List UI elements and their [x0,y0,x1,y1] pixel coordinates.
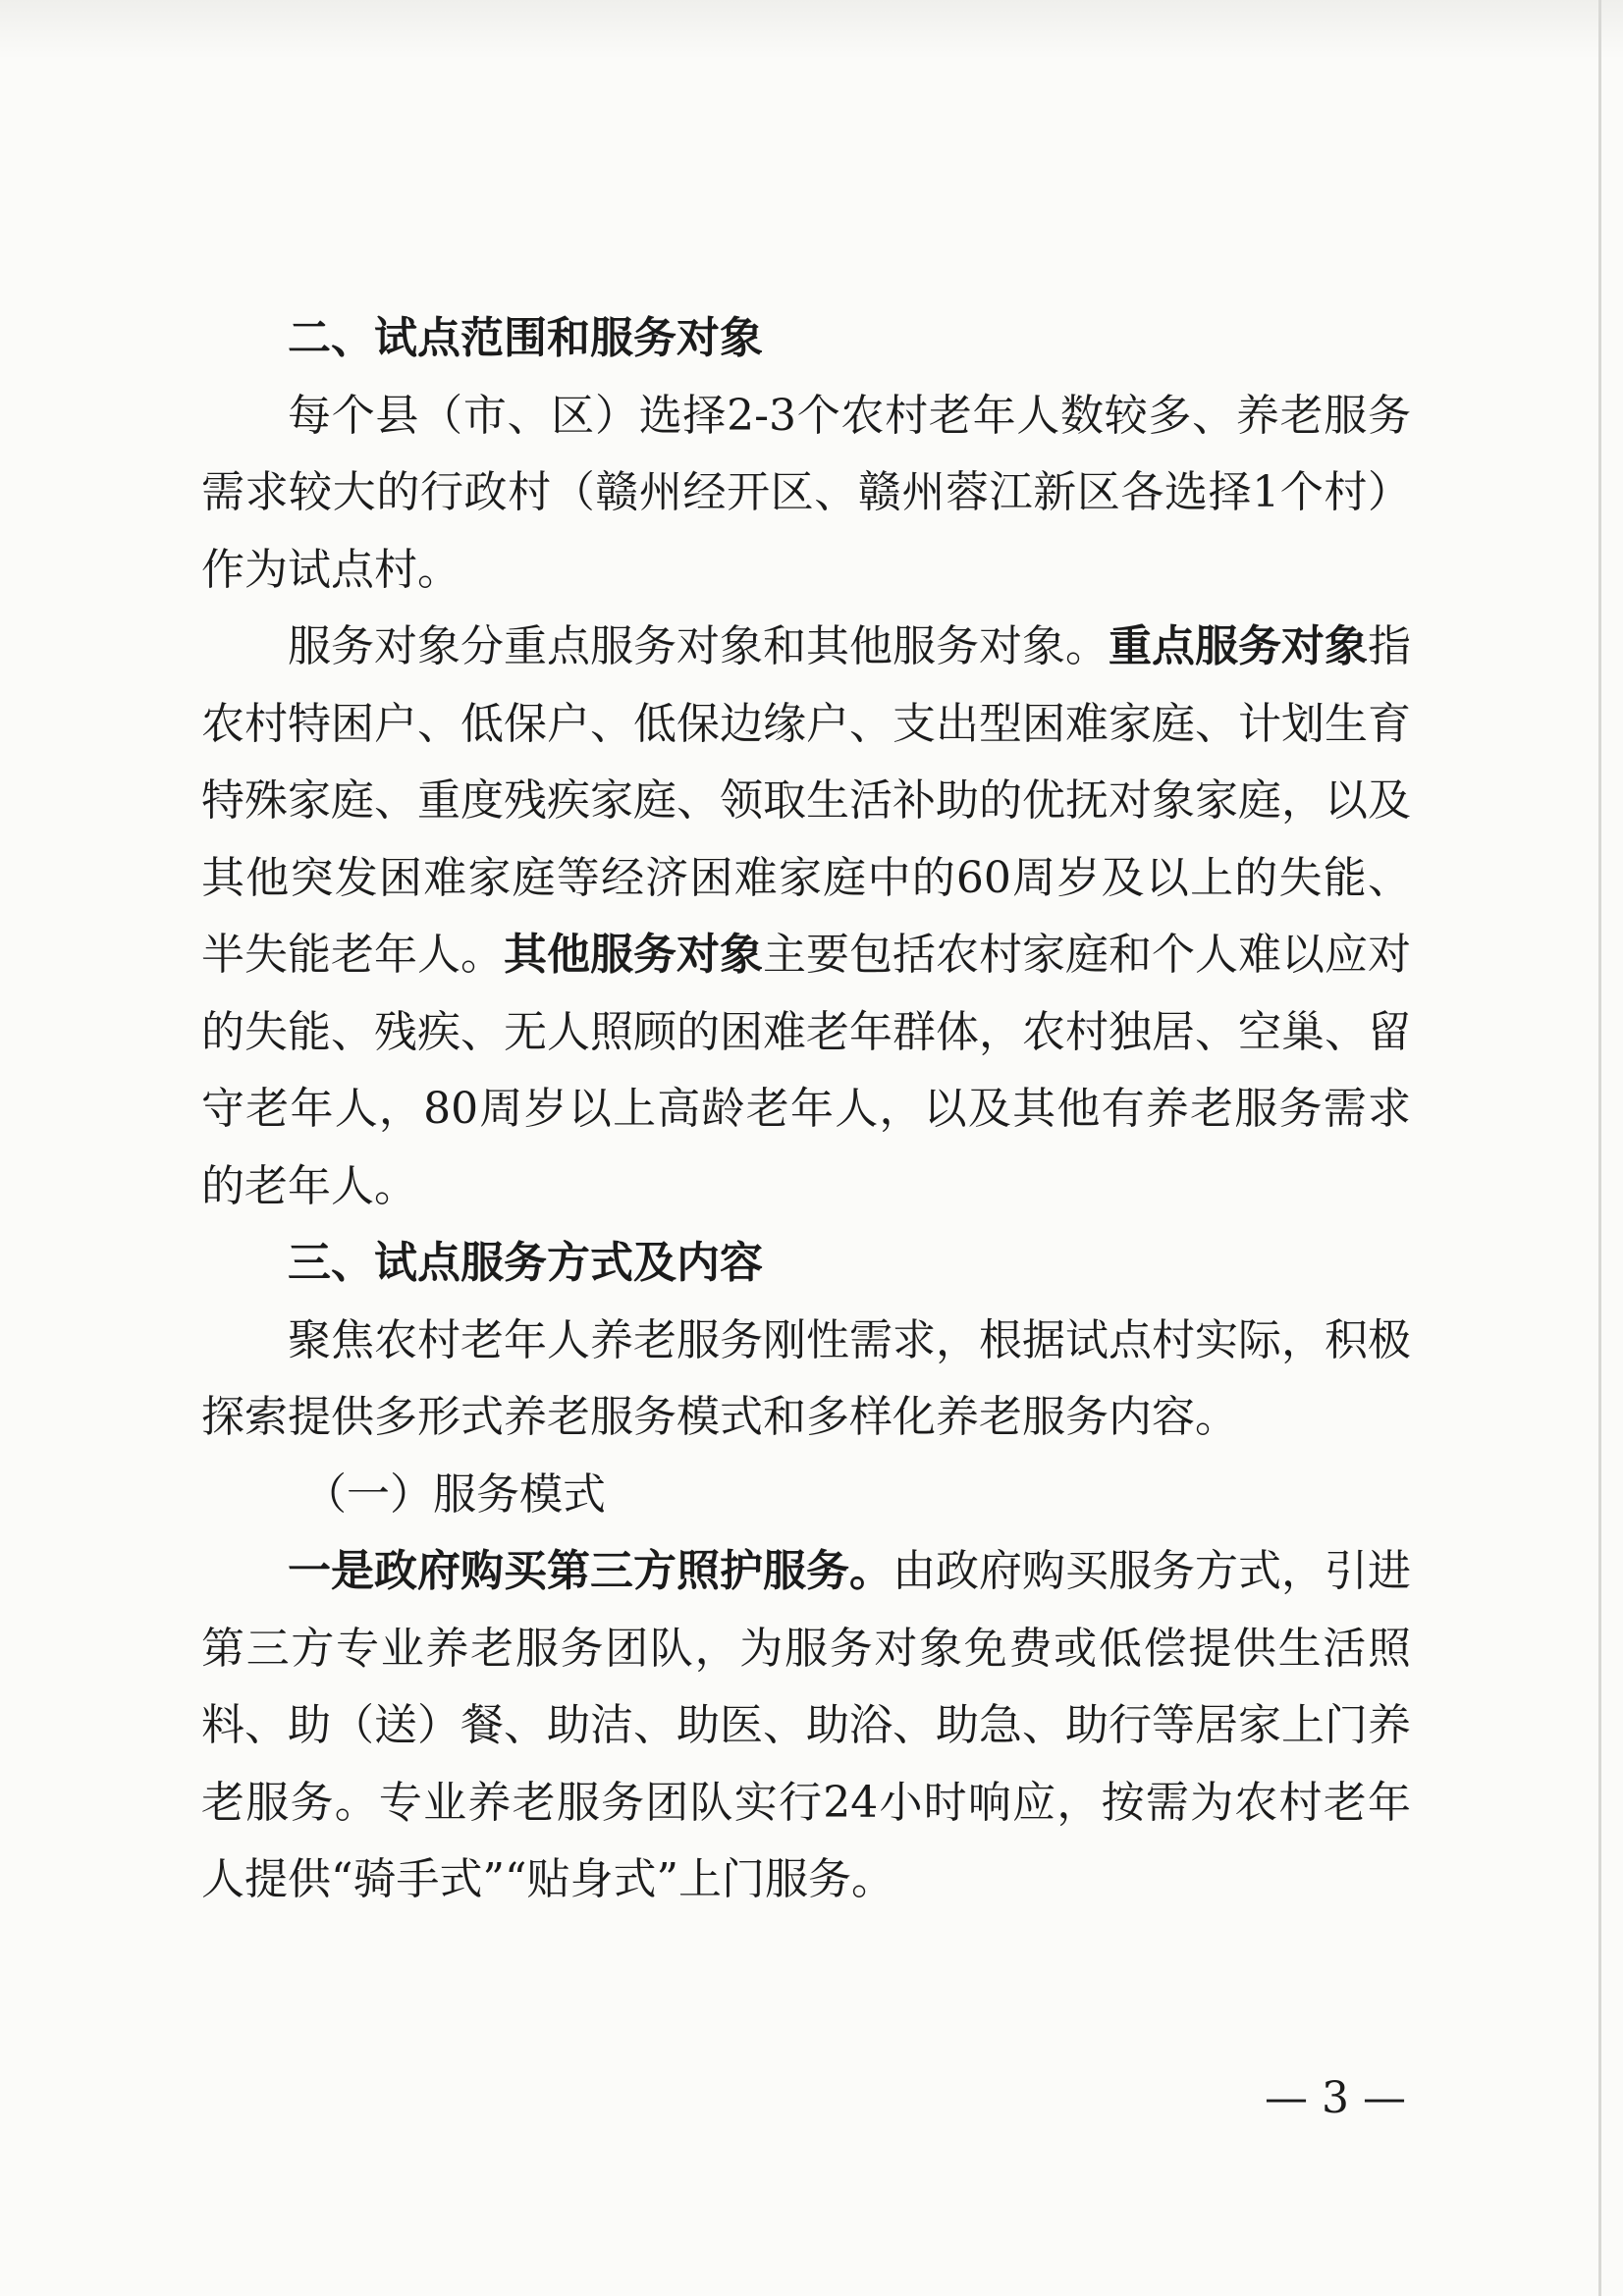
third-party-care-text: 由政府购买服务方式，引进第三方专业养老服务团队，为服务对象免费或低偿提供生活照料、助（送）餐、助洁、助医、助浴、助急、助行等居家上门养老服务。专业养老服务团队实行24小时响应，按需为农村老年人提供“骑手式”“贴身式”上门服务。 [201,1546,1411,1904]
third-party-care-title: 一是政府购买第三方照护服务。 [288,1546,893,1596]
scan-page-edge [1598,0,1601,2296]
section-heading-service-methods: 三、试点服务方式及内容 [288,1238,763,1288]
service-targets-intro: 服务对象分重点服务对象和其他服务对象。 [288,621,1109,671]
paragraph-third-party-care [201,1533,1411,1919]
paragraph-service-targets [201,609,1411,1225]
scan-top-shadow [0,0,1623,59]
page-number: — 3 — [1265,2073,1406,2123]
subheading-service-mode: （一）服务模式 [303,1468,606,1520]
paragraph-service-focus: 聚焦农村老年人养老服务刚性需求，根据试点村实际，积极探索提供多形式养老服务模式和多样化养老服务内容。 [201,1314,1411,1442]
key-targets-definition: 指农村特困户、低保户、低保边缘户、支出型困难家庭、计划生育特殊家庭、重度残疾家庭、领取生活补助的优抚对象家庭，以及其他突发困难家庭等经济困难家庭中的60周岁及以上的失能、半失能老年人。 [201,621,1411,980]
document-body [201,300,1411,1919]
other-targets-term: 其他服务对象 [504,930,763,980]
other-targets-definition: 主要包括农村家庭和个人难以应对的失能、残疾、无人照顾的困难老年群体，农村独居、空巢、留守老年人，80周岁以上高龄老年人，以及其他有养老服务需求的老年人。 [201,930,1411,1211]
key-targets-term: 重点服务对象 [1109,621,1368,671]
section-heading-scope: 二、试点范围和服务对象 [288,313,763,363]
paragraph-pilot-villages: 每个县（市、区）选择2-3个农村老年人数较多、养老服务需求较大的行政村（赣州经开区、赣州蓉江新区各选择1个村）作为试点村。 [201,390,1411,595]
